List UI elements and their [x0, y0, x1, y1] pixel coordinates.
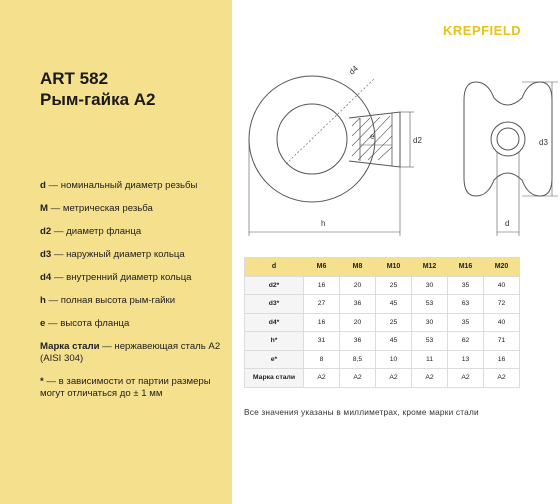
table-cell: 27 — [304, 295, 340, 314]
title-art: ART 582 — [40, 69, 109, 88]
legend-item — [40, 295, 230, 307]
table-header-cell: d — [245, 258, 304, 277]
table-cell: 36 — [340, 332, 376, 351]
legend-text: — диаметр фланца — [51, 226, 142, 237]
table-row-label: d2* — [245, 276, 304, 295]
table-cell: 40 — [484, 276, 520, 295]
table-cell: 35 — [448, 276, 484, 295]
table-header-cell: M8 — [340, 258, 376, 277]
label-d4: d4 — [347, 63, 360, 77]
table-cell: 45 — [376, 295, 412, 314]
table-header-row — [245, 258, 520, 277]
table-cell: 20 — [340, 276, 376, 295]
label-d3: d3 — [539, 138, 548, 147]
legend-text: — номинальный диаметр резьбы — [45, 180, 198, 191]
table-header-cell: M12 — [412, 258, 448, 277]
table-cell: A2 — [412, 369, 448, 388]
table-row — [245, 332, 520, 351]
label-d2: d2 — [413, 136, 422, 145]
legend-text: — полная высота рым-гайки — [45, 295, 176, 306]
legend-term: Марка стали — [40, 341, 100, 352]
legend-text: — нержавеющая сталь A2 (AISI 304) — [40, 341, 221, 364]
table-cell: 53 — [412, 295, 448, 314]
table-cell: 11 — [412, 350, 448, 369]
table-row-label: e* — [245, 350, 304, 369]
table-cell: 62 — [448, 332, 484, 351]
table-cell: 25 — [376, 276, 412, 295]
table-cell: 16 — [484, 350, 520, 369]
table-cell: 16 — [304, 313, 340, 332]
table-cell: 20 — [340, 313, 376, 332]
product-title — [40, 68, 156, 110]
left-panel — [0, 0, 232, 504]
table-cell: 53 — [412, 332, 448, 351]
legend-item — [40, 249, 230, 261]
legend-item — [40, 272, 230, 284]
table-cell: A2 — [304, 369, 340, 388]
table-row — [245, 369, 520, 388]
legend-text: — наружный диаметр кольца — [51, 249, 185, 260]
table-cell: 30 — [412, 276, 448, 295]
legend-term: d3 — [40, 249, 52, 260]
table-cell: 16 — [304, 276, 340, 295]
legend-item — [40, 376, 230, 400]
brand-logo: KREPFIELD — [443, 23, 522, 38]
table-cell: 72 — [484, 295, 520, 314]
legend-term: M — [40, 203, 48, 214]
label-e: e — [370, 132, 375, 141]
table-row-label: d4* — [245, 313, 304, 332]
side-view-hole-inner — [497, 128, 519, 150]
legend-term: * — [40, 376, 44, 387]
table-cell: 71 — [484, 332, 520, 351]
table-header-cell: M20 — [484, 258, 520, 277]
legend-term: d2 — [40, 226, 52, 237]
legend-item — [40, 318, 230, 330]
legend-item — [40, 226, 230, 238]
legend-text: — метрическая резьба — [48, 203, 153, 214]
table-row-label: Марка стали — [245, 369, 304, 388]
table-row-label: d3* — [245, 295, 304, 314]
table-header-cell: M10 — [376, 258, 412, 277]
table-cell: 31 — [304, 332, 340, 351]
legend-text: — внутренний диаметр кольца — [51, 272, 192, 283]
legend-term: d4 — [40, 272, 52, 283]
legend-text: — высота фланца — [45, 318, 130, 329]
table-header-cell: M6 — [304, 258, 340, 277]
label-h: h — [321, 219, 326, 228]
table-cell: 13 — [448, 350, 484, 369]
legend-text: — в зависимости от партии размеры могут отличаться до ± 1 мм — [40, 376, 211, 399]
table-cell: 45 — [376, 332, 412, 351]
table-row — [245, 276, 520, 295]
side-view-hole-outer — [491, 122, 525, 156]
label-d: d — [505, 219, 510, 228]
specs-table — [244, 257, 520, 388]
technical-drawing — [232, 40, 560, 245]
table-cell: 30 — [412, 313, 448, 332]
table-cell: 40 — [484, 313, 520, 332]
legend — [40, 180, 230, 411]
table-row — [245, 313, 520, 332]
table-row — [245, 350, 520, 369]
legend-item — [40, 341, 230, 365]
table-cell: A2 — [484, 369, 520, 388]
d4-dimension — [286, 78, 375, 164]
table-header-cell: M16 — [448, 258, 484, 277]
legend-item — [40, 203, 230, 215]
table-cell: A2 — [376, 369, 412, 388]
table-cell: 25 — [376, 313, 412, 332]
table-cell: A2 — [448, 369, 484, 388]
table-cell: 63 — [448, 295, 484, 314]
legend-item — [40, 180, 230, 192]
table-cell: 35 — [448, 313, 484, 332]
table-cell: 10 — [376, 350, 412, 369]
table-cell: 36 — [340, 295, 376, 314]
table-cell: 8 — [304, 350, 340, 369]
table-cell: 8,5 — [340, 350, 376, 369]
table-cell: A2 — [340, 369, 376, 388]
legend-term: e — [40, 318, 46, 329]
legend-term: d — [40, 180, 46, 191]
legend-term: h — [40, 295, 46, 306]
table-row — [245, 295, 520, 314]
table-row-label: h* — [245, 332, 304, 351]
footnote: Все значения указаны в миллиметрах, кроме марки стали — [244, 407, 479, 417]
title-name: Рым-гайка А2 — [40, 90, 156, 109]
